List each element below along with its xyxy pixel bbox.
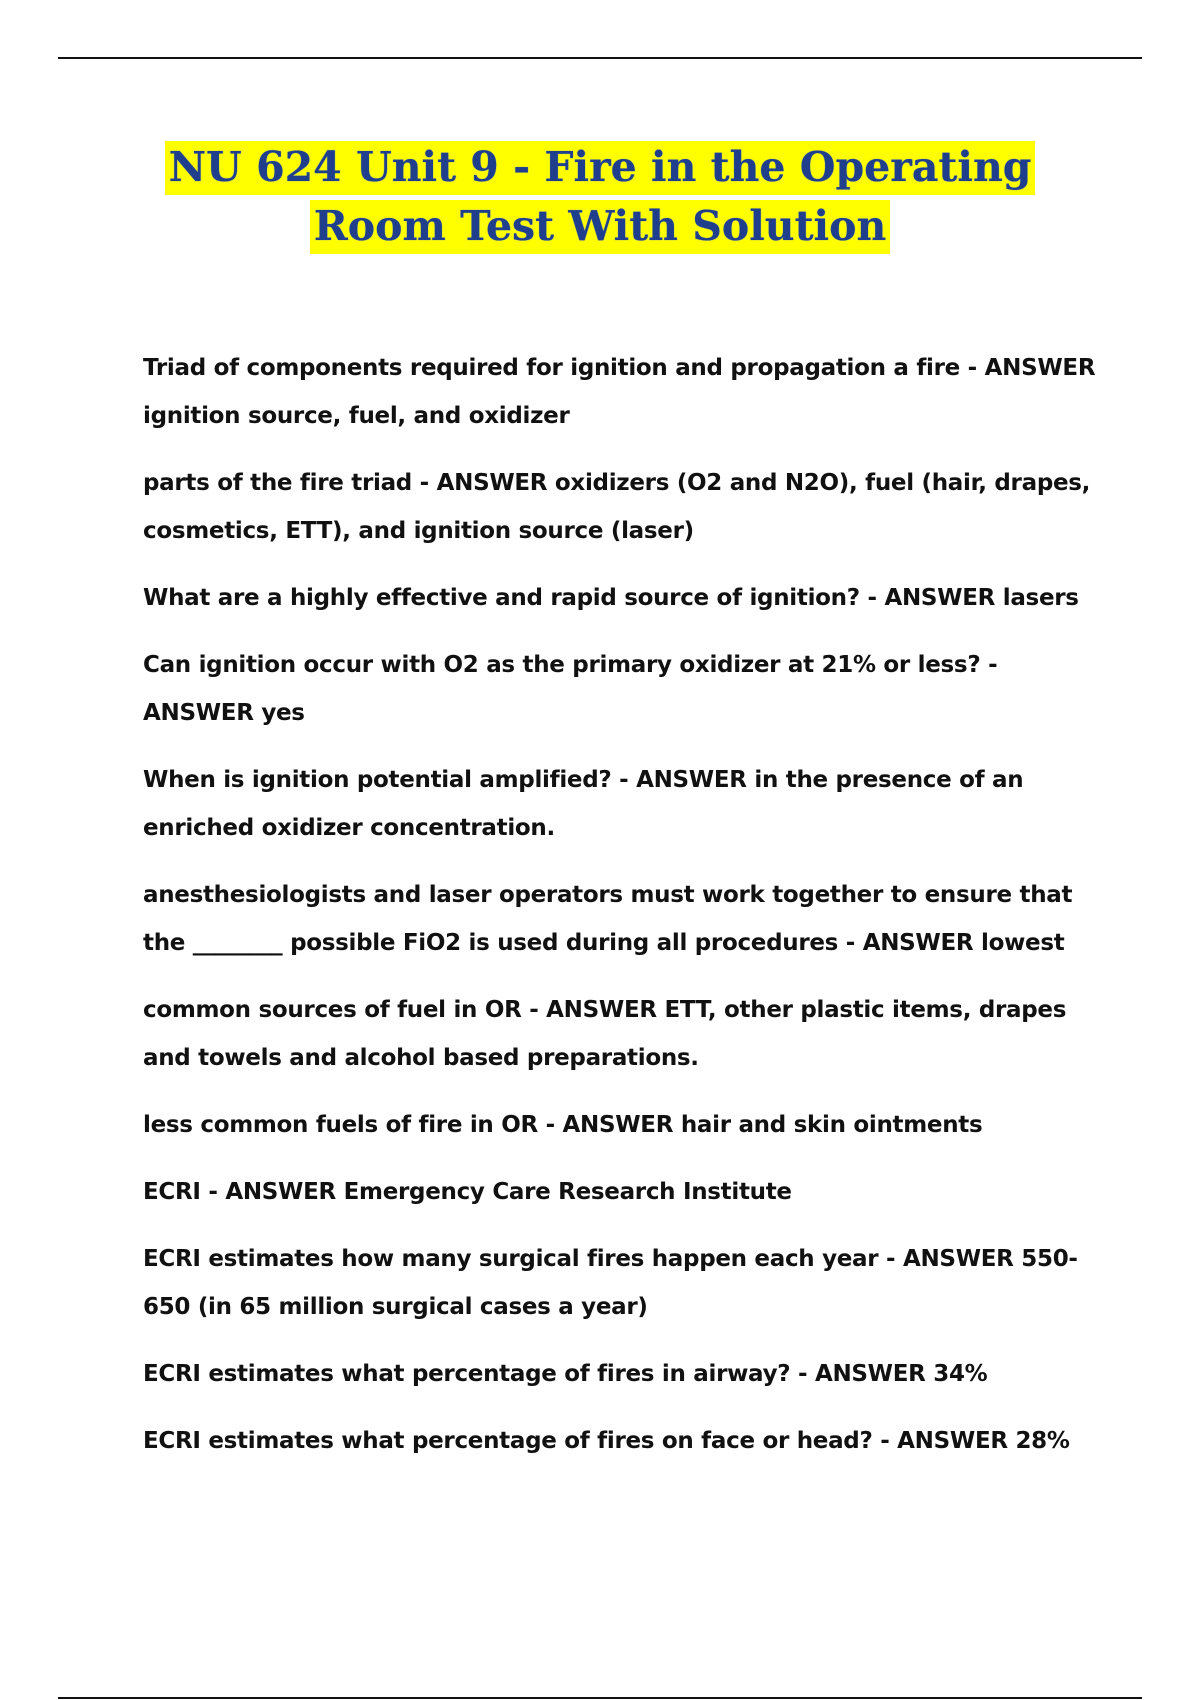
- qa-item-9: ECRI - ANSWER Emergency Care Research Institute: [143, 1179, 792, 1205]
- question-answer-list: [143, 344, 1103, 1484]
- title-text: [100, 138, 1100, 256]
- qa-item-12: ECRI estimates what percentage of fires on face or head? - ANSWER 28%: [143, 1428, 1070, 1454]
- title-line-2: Room Test With Solution: [310, 200, 891, 254]
- qa-item-4: Can ignition occur with O2 as the primary oxidizer at 21% or less? - ANSWER yes: [143, 652, 998, 726]
- qa-item-11: ECRI estimates what percentage of fires in airway? - ANSWER 34%: [143, 1361, 988, 1387]
- qa-item-8: less common fuels of fire in OR - ANSWER hair and skin ointments: [143, 1112, 983, 1138]
- bottom-divider: [58, 1697, 1142, 1699]
- top-divider: [58, 57, 1142, 59]
- qa-item-3: What are a highly effective and rapid source of ignition? - ANSWER lasers: [143, 585, 1079, 611]
- qa-item-7: common sources of fuel in OR - ANSWER ETT, other plastic items, drapes and towels and alcohol based preparations.: [143, 997, 1067, 1071]
- qa-item-6: anesthesiologists and laser operators must work together to ensure that the ________ possible FiO2 is used during all procedures - ANSWER lowest: [143, 882, 1073, 956]
- document-title: [100, 138, 1100, 256]
- qa-item-5: When is ignition potential amplified? - ANSWER in the presence of an enriched oxidizer concentration.: [143, 767, 1024, 841]
- qa-item-1: Triad of components required for ignition and propagation a fire - ANSWER ignition source, fuel, and oxidizer: [143, 355, 1096, 429]
- title-line-1: NU 624 Unit 9 - Fire in the Operating: [165, 141, 1036, 195]
- qa-item-10: ECRI estimates how many surgical fires happen each year - ANSWER 550-650 (in 65 million surgical cases a year): [143, 1246, 1078, 1320]
- qa-item-2: parts of the fire triad - ANSWER oxidizers (O2 and N2O), fuel (hair, drapes, cosmetics, ETT), and ignition source (laser): [143, 470, 1091, 544]
